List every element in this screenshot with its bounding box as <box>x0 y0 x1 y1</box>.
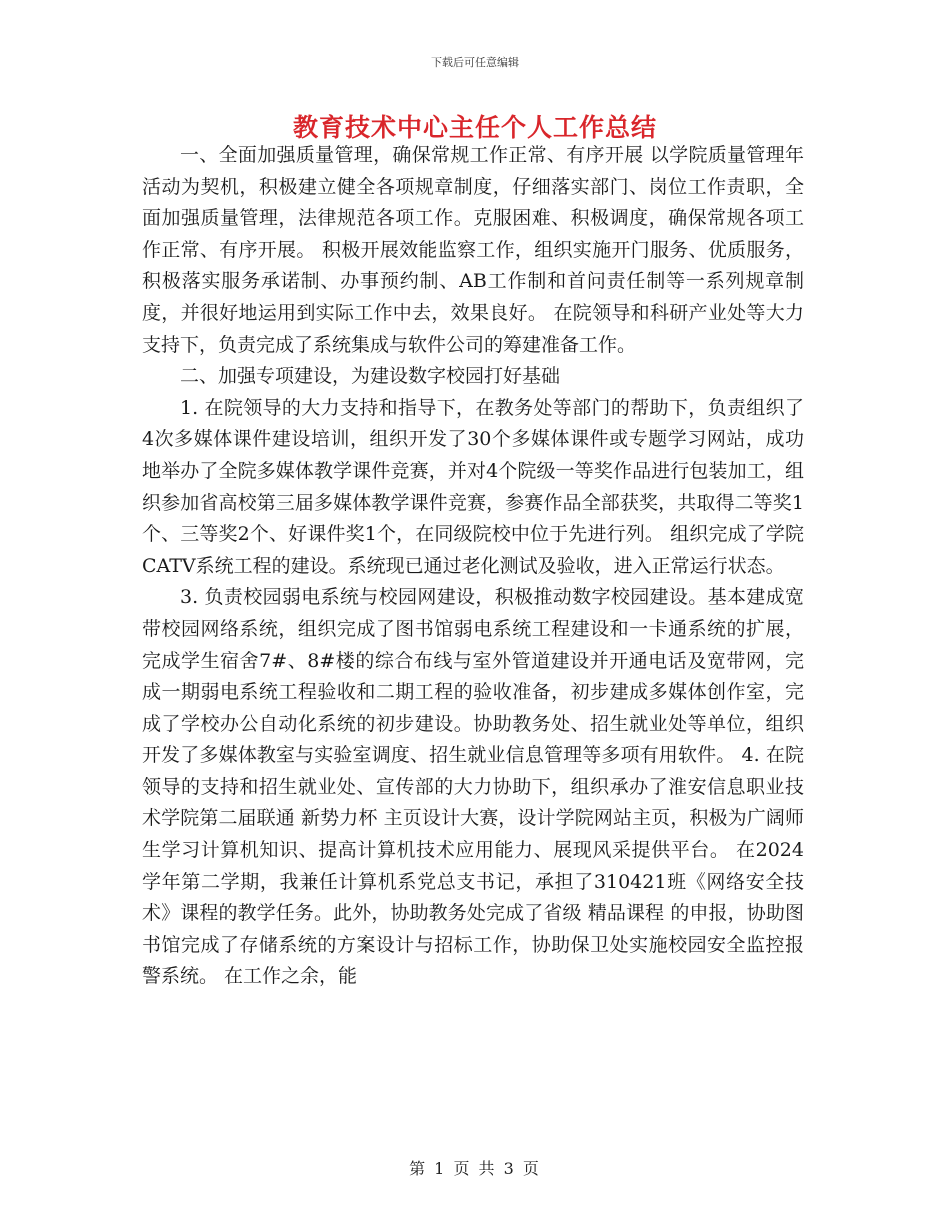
paragraph-section-two-heading: 二、加强专项建设，为建设数字校园打好基础 <box>180 365 561 388</box>
document-title: 教育技术中心主任个人工作总结 <box>292 113 657 142</box>
page-number-footer: 第 1 页 共 3 页 <box>409 1159 541 1178</box>
paragraph-campus-network: 3. 负责校园弱电系统与校园网建设，积极推动数字校园建设。基本建成宽带校园网络系统，组织完成了图书馆弱电系统工程建设和一卡通系统的扩展，完成学生宿舍7#、8#楼的综合布线与室外管道建设并开通电话及宽带网，完成一期弱电系统工程验收和二期工程的验收准备，初步建成多媒体创作室，完成了学校办公自动化系统的初步建设。协助教务处、招生就业处等单位，组织开发了多媒体教室与实验室调度、招生就业信息管理等多项有用软件。 4. 在院领导的支持和招生就业处、宣传部的大力协助下，组织承办了淮安信息职业技术学院第二届联通 新势力杯 主页设计大赛，设计学院网站主页，积极为广阔师生学习计算机知识、提高计算机技术应用能力、展现风采提供平台。 在2024学年第二学期，我兼任计算机系党总支书记，承担了310421班《网络安全技术》课程的教学任务。此外，协助教务处完成了省级 精品课程 的申报，协助图书馆完成了存储系统的方案设计与招标工作，协助保卫处实施校园安全监控报警系统。 在工作之余，能 <box>142 586 804 988</box>
document-body <box>142 140 804 993</box>
paragraph-quality-management: 一、全面加强质量管理，确保常规工作正常、有序开展 以学院质量管理年活动为契机，积极建立健全各项规章制度，仔细落实部门、岗位工作责职，全面加强质量管理，法律规范各项工作。克服困难、积极调度，确保常规各项工作正常、有序开展。 积极开展效能监察工作，组织实施开门服务、优质服务，积极落实服务承诺制、办事预约制、AB工作制和首问责任制等一系列规章制度，并很好地运用到实际工作中去，效果良好。 在院领导和科研产业处等大力支持下，负责完成了系统集成与软件公司的筹建准备工作。 <box>142 144 804 356</box>
paragraph-multimedia-courseware: 1. 在院领导的大力支持和指导下，在教务处等部门的帮助下，负责组织了4次多媒体课件建设培训，组织开发了30个多媒体课件或专题学习网站，成功地举办了全院多媒体教学课件竞赛，并对4个院级一等奖作品进行包装加工，组织参加省高校第三届多媒体教学课件竞赛，参赛作品全部获奖，共取得二等奖1个、三等奖2个、好课件奖1个，在同级院校中位于先进行列。 组织完成了学院CATV系统工程的建设。系统现已通过老化测试及验收，进入正常运行状态。 <box>142 396 804 577</box>
download-edit-note: 下载后可任意编辑 <box>431 56 519 69</box>
